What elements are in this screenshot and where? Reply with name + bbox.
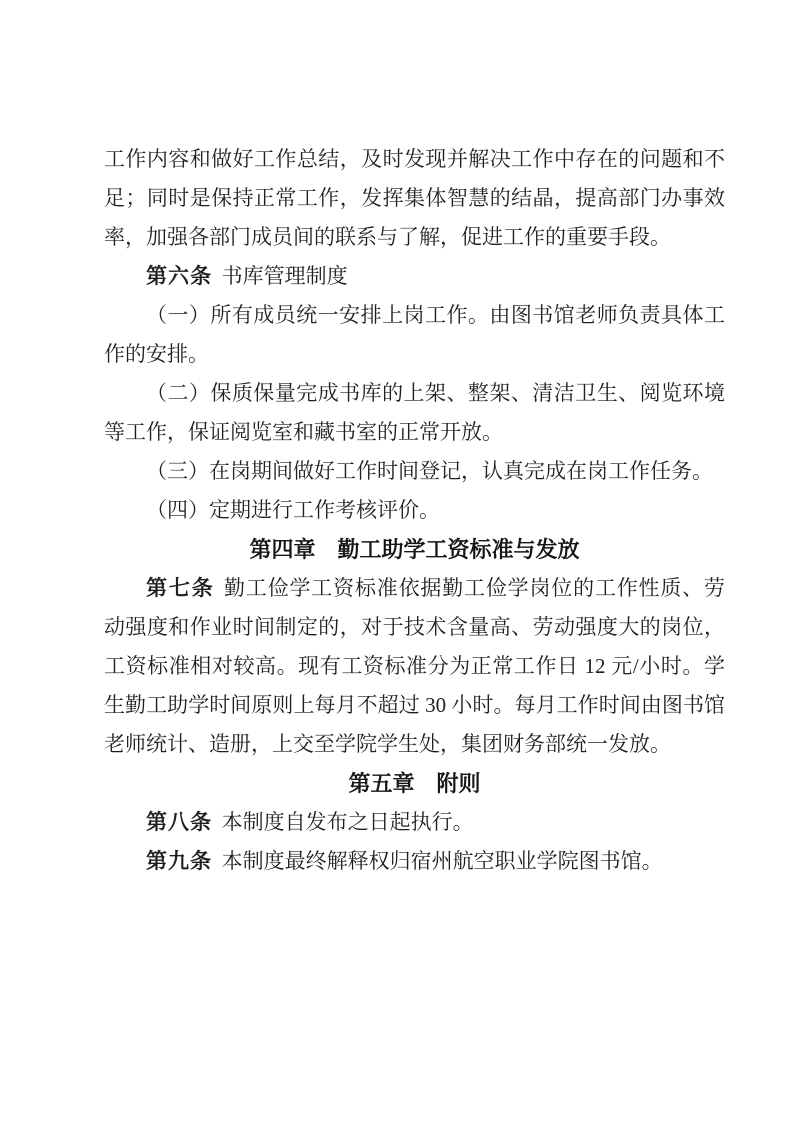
article-6-label: 第六条 <box>146 264 213 288</box>
list-item-4: （四）定期进行工作考核评价。 <box>146 498 440 522</box>
article-7-text: 勤工俭学工资标准依据勤工俭学岗位的工作性质、劳动强度和作业时间制定的，对于技术含量高、劳动强度大的岗位，工资标准相对较高。现有工资标准分为正常工作日 12 元/小时。学生勤工助学时间原则上每月不超过 30 小时。每月工作时间由图书馆老师统计、造册，上交至学院学生处，集团财务部统一发放。 <box>104 576 726 756</box>
article-8-label: 第八条 <box>146 810 213 834</box>
list-item-2: （二）保质保量完成书库的上架、整架、清洁卫生、阅览环境等工作，保证阅览室和藏书室的正常开放。 <box>104 381 725 444</box>
article-7-label: 第七条 <box>146 576 215 600</box>
article-6-text: 书库管理制度 <box>221 264 348 288</box>
chapter-5-heading: 第五章 附则 <box>348 771 481 796</box>
article-8 <box>104 803 725 842</box>
document-body <box>104 140 725 881</box>
article-9-text: 本制度最终解释权归宿州航空职业学院图书馆。 <box>221 849 663 873</box>
article-8-text: 本制度自发布之日起执行。 <box>221 810 474 834</box>
list-item-1: （一）所有成员统一安排上岗工作。由图书馆老师负责具体工作的安排。 <box>104 303 725 366</box>
chapter-4-heading: 第四章 勤工助学工资标准与发放 <box>249 537 580 562</box>
article-9-label: 第九条 <box>146 849 213 873</box>
article-6 <box>104 257 725 296</box>
paragraph-continuation: 工作内容和做好工作总结，及时发现并解决工作中存在的问题和不足；同时是保持正常工作，发挥集体智慧的结晶，提高部门办事效率，加强各部门成员间的联系与了解，促进工作的重要手段。 <box>104 147 725 249</box>
article-9 <box>104 842 725 881</box>
list-item-3: （三）在岗期间做好工作时间登记，认真完成在岗工作任务。 <box>146 459 713 483</box>
article-7 <box>104 569 725 764</box>
